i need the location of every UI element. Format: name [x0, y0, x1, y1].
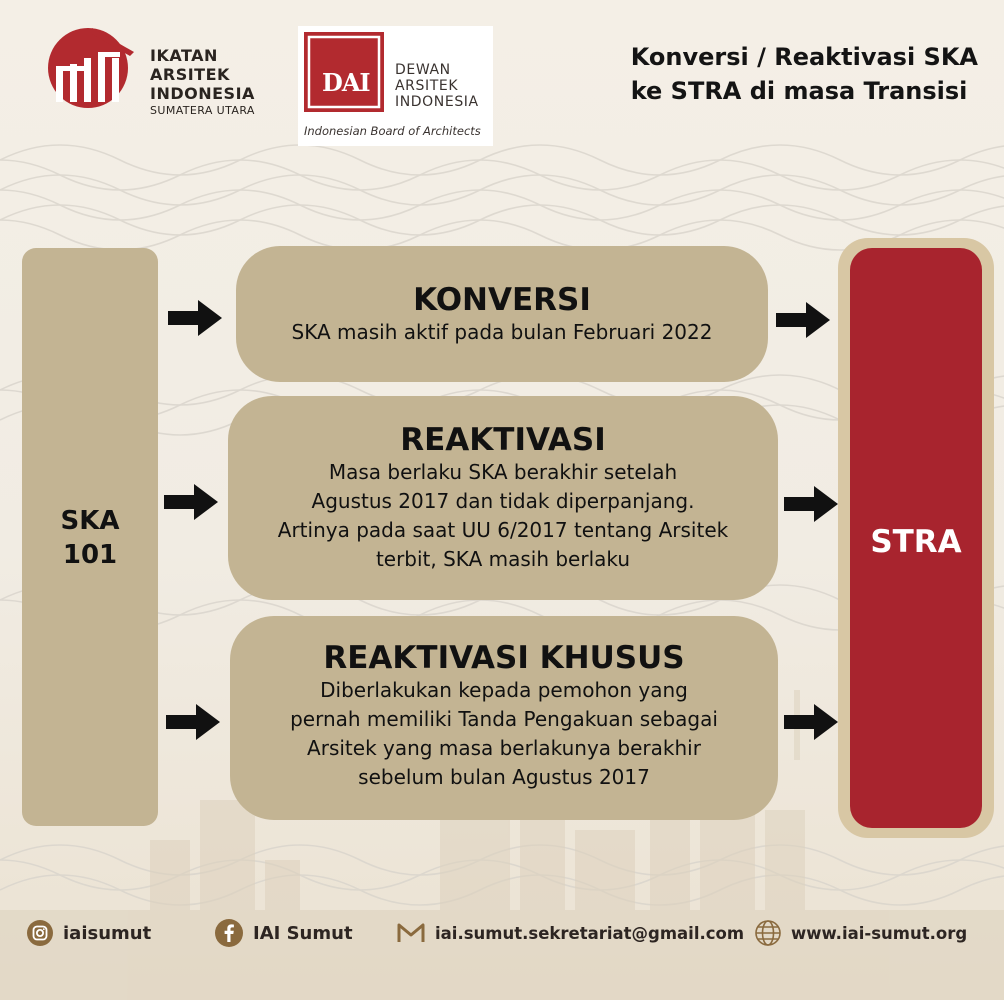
footer-email[interactable]	[396, 918, 744, 948]
path-title: KONVERSI	[413, 282, 591, 318]
source-node-ska	[22, 248, 158, 826]
facebook-icon	[214, 918, 244, 948]
arrow-right-icon	[784, 484, 838, 524]
dai-name-line: INDONESIA	[395, 94, 479, 110]
iai-name-line: IKATAN	[150, 46, 218, 65]
path-description-line: sebelum bulan Agustus 2017	[358, 765, 650, 789]
iai-logo-icon	[44, 26, 140, 110]
path-description-line: pernah memiliki Tanda Pengakuan sebagai	[290, 707, 718, 731]
path-description-line: Artinya pada saat UU 6/2017 tentang Arsitek	[277, 518, 729, 542]
source-node-label-line: 101	[62, 540, 118, 570]
source-node-label-line: SKA	[60, 506, 120, 536]
facebook-page: IAI Sumut	[253, 922, 353, 944]
path-node-konversi	[236, 246, 768, 382]
arrow-right-icon	[168, 298, 222, 338]
email-address: iai.sumut.sekretariat@gmail.com	[435, 923, 745, 943]
iai-name-line: ARSITEK	[150, 65, 230, 84]
target-node-stra	[838, 238, 994, 838]
arrow-right-icon	[164, 482, 218, 522]
dai-logo-mark	[304, 32, 384, 112]
arrow-right-icon	[166, 702, 220, 742]
dai-name-line: ARSITEK	[395, 78, 459, 94]
dai-organization-name	[395, 62, 479, 110]
globe-icon	[754, 919, 782, 947]
path-description-line: Agustus 2017 dan tidak diperpanjang.	[311, 489, 695, 513]
path-description-line: Diberlakukan kepada pemohon yang	[320, 678, 688, 702]
path-title: REAKTIVASI	[400, 422, 606, 458]
path-description-line: Arsitek yang masa berlakunya berakhir	[307, 736, 701, 760]
iai-organization-name	[150, 46, 255, 117]
target-node-fill	[850, 248, 982, 828]
page-title	[631, 40, 978, 108]
path-description-line: terbit, SKA masih berlaku	[375, 547, 631, 571]
instagram-handle: iaisumut	[63, 922, 152, 944]
iai-region: SUMATERA UTARA	[150, 104, 255, 117]
target-node-label: STRA	[870, 524, 962, 560]
path-title: REAKTIVASI KHUSUS	[323, 640, 685, 676]
source-node-label	[22, 504, 158, 572]
iai-name-line: INDONESIA	[150, 84, 255, 103]
dai-monogram: DAI	[322, 68, 370, 97]
dai-logo	[298, 26, 493, 146]
path-node-reaktivasi-khusus	[230, 616, 778, 820]
page-title-line: Konversi / Reaktivasi SKA	[630, 43, 978, 71]
website-url: www.iai-sumut.org	[791, 923, 968, 943]
instagram-icon	[26, 919, 54, 947]
footer-website[interactable]	[754, 918, 967, 948]
arrow-right-icon	[776, 300, 830, 340]
page-title-line: ke STRA di masa Transisi	[630, 77, 968, 105]
dai-name-line: DEWAN	[395, 62, 451, 78]
mail-icon	[396, 922, 426, 944]
path-description-line: SKA masih aktif pada bulan Februari 2022	[291, 320, 713, 344]
dai-subtitle: Indonesian Board of Architects	[304, 124, 481, 138]
path-description-line: Masa berlaku SKA berakhir setelah	[328, 460, 678, 484]
path-node-reaktivasi	[228, 396, 778, 600]
footer-instagram[interactable]	[26, 918, 151, 948]
footer-facebook[interactable]	[214, 918, 353, 948]
arrow-right-icon	[784, 702, 838, 742]
